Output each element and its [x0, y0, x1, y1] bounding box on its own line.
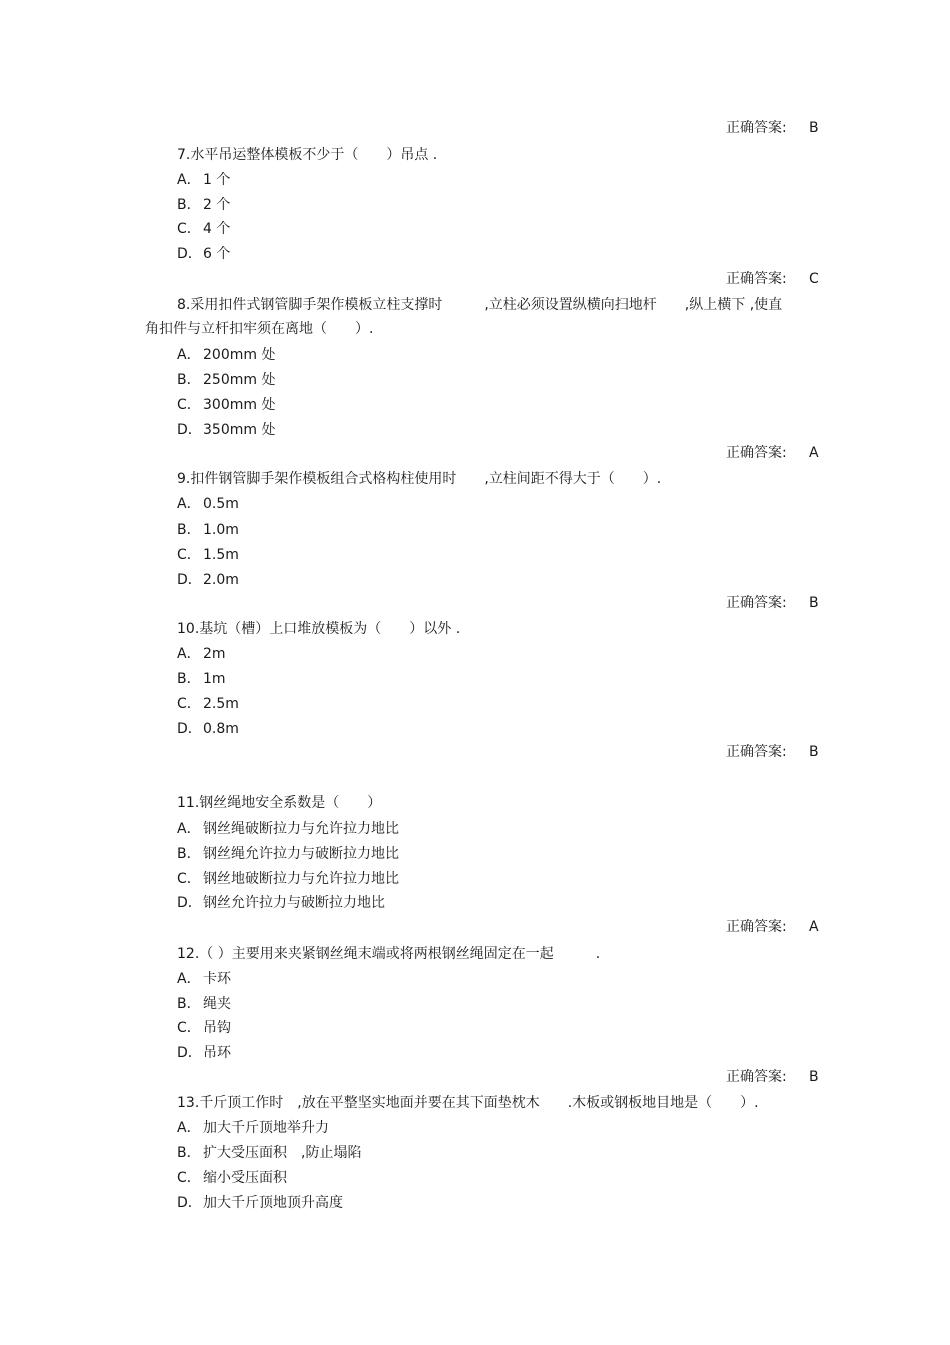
option-key: C． — [177, 221, 201, 237]
option-key: D． — [177, 422, 202, 438]
option-text: 吊钩 — [203, 1020, 231, 1036]
answer-value: A — [809, 445, 819, 461]
q7-option-c — [177, 220, 230, 238]
option-text: 绳夹 — [203, 996, 231, 1012]
option-key: A． — [177, 172, 201, 188]
question-11-stem: 11.钢丝绳地安全系数是（ ） — [177, 795, 382, 811]
q7-option-b — [177, 196, 230, 214]
q13-option-d — [177, 1194, 343, 1212]
option-key: A． — [177, 821, 201, 837]
option-text: 钢丝地破断拉力与允许拉力地比 — [203, 871, 399, 887]
answer-q9 — [726, 594, 826, 612]
option-text: 加大千斤顶地举升力 — [203, 1120, 329, 1136]
answer-q7 — [726, 270, 826, 288]
q9-option-c — [177, 546, 239, 564]
q12-option-c — [177, 1019, 231, 1037]
answer-q10 — [726, 743, 826, 761]
answer-q8 — [726, 444, 826, 462]
question-8-stem-line-1: 8.采用扣件式钢管脚手架作模板立柱支撑时 ,立柱必须设置纵横向扫地杆 ,纵上横下 ,使直 — [177, 297, 783, 313]
q11-option-a — [177, 820, 399, 838]
option-text: 0.8m — [203, 721, 239, 737]
answer-label: 正确答案: — [726, 744, 787, 760]
q13-option-a — [177, 1119, 329, 1137]
option-key: C． — [177, 871, 201, 887]
answer-value: A — [809, 919, 819, 935]
option-text: 吊环 — [203, 1045, 231, 1061]
answer-label: 正确答案: — [726, 271, 787, 287]
q12-option-b — [177, 995, 231, 1013]
option-key: C． — [177, 1170, 201, 1186]
answer-value: B — [809, 1069, 819, 1085]
answer-value: B — [809, 595, 819, 611]
question-7-stem: 7.水平吊运整体模板不少于（ ）吊点 . — [177, 147, 438, 163]
option-key: B． — [177, 996, 201, 1012]
option-key: B． — [177, 671, 201, 687]
answer-q12 — [726, 1068, 826, 1086]
option-text: 2 个 — [203, 197, 231, 213]
q11-option-c — [177, 870, 399, 888]
q8-option-a — [177, 346, 275, 364]
option-key: A． — [177, 646, 201, 662]
q11-option-d — [177, 894, 385, 912]
option-key: B． — [177, 372, 201, 388]
answer-label: 正确答案: — [726, 595, 787, 611]
q10-option-d — [177, 720, 239, 738]
option-text: 6 个 — [203, 246, 231, 262]
q9-option-d — [177, 571, 239, 589]
option-key: A． — [177, 496, 201, 512]
option-text: 4 个 — [203, 221, 231, 237]
option-key: C． — [177, 1020, 201, 1036]
option-key: D． — [177, 1195, 202, 1211]
option-text: 缩小受压面积 — [203, 1170, 287, 1186]
option-text: 200mm 处 — [203, 347, 276, 363]
option-key: D． — [177, 572, 202, 588]
option-text: 250mm 处 — [203, 372, 276, 388]
question-13-stem: 13.千斤顶工作时 ,放在平整坚实地面并要在其下面垫枕木 .木板或钢板地目地是（ ）. — [177, 1095, 759, 1111]
answer-value: C — [809, 271, 819, 287]
option-text: 1 个 — [203, 172, 231, 188]
answer-label: 正确答案: — [726, 1069, 787, 1085]
answer-label: 正确答案: — [726, 919, 787, 935]
option-text: 2.0m — [203, 572, 239, 588]
option-key: B． — [177, 522, 201, 538]
option-text: 2m — [203, 646, 226, 662]
option-key: D． — [177, 246, 202, 262]
q9-option-b — [177, 521, 239, 539]
option-text: 2.5m — [203, 696, 239, 712]
question-8-stem-line-2: 角扣件与立杆扣牢须在离地（ ）. — [145, 321, 374, 337]
option-text: 钢丝绳破断拉力与允许拉力地比 — [203, 821, 399, 837]
question-9-stem: 9.扣件钢管脚手架作模板组合式格构柱使用时 ,立柱间距不得大于（ ）. — [177, 471, 662, 487]
q13-option-b — [177, 1144, 361, 1162]
q10-option-a — [177, 645, 226, 663]
option-text: 0.5m — [203, 496, 239, 512]
option-key: B． — [177, 197, 201, 213]
option-text: 扩大受压面积 ,防止塌陷 — [203, 1145, 362, 1161]
option-key: A． — [177, 347, 201, 363]
answer-label: 正确答案: — [726, 445, 787, 461]
q8-option-d — [177, 421, 275, 439]
option-key: D． — [177, 721, 202, 737]
q10-option-c — [177, 695, 239, 713]
q12-option-a — [177, 970, 231, 988]
option-key: A． — [177, 971, 201, 987]
q8-option-b — [177, 371, 275, 389]
answer-value: B — [809, 744, 819, 760]
option-text: 300mm 处 — [203, 397, 276, 413]
question-10-stem: 10.基坑（槽）上口堆放模板为（ ）以外 . — [177, 621, 461, 637]
answer-q6 — [726, 119, 826, 137]
q10-option-b — [177, 670, 226, 688]
option-key: B． — [177, 1145, 201, 1161]
option-key: C． — [177, 397, 201, 413]
option-key: C． — [177, 696, 201, 712]
q13-option-c — [177, 1169, 287, 1187]
option-key: D． — [177, 895, 202, 911]
option-text: 1.0m — [203, 522, 239, 538]
option-key: D． — [177, 1045, 202, 1061]
option-text: 钢丝允许拉力与破断拉力地比 — [203, 895, 385, 911]
q7-option-a — [177, 171, 230, 189]
question-12-stem: 12.（ ）主要用来夹紧钢丝绳末端或将两根钢丝绳固定在一起 . — [177, 946, 601, 962]
q12-option-d — [177, 1044, 231, 1062]
option-key: B． — [177, 846, 201, 862]
q7-option-d — [177, 245, 230, 263]
option-text: 1.5m — [203, 547, 239, 563]
option-text: 卡环 — [203, 971, 231, 987]
q8-option-c — [177, 396, 275, 414]
answer-value: B — [809, 120, 819, 136]
answer-q11 — [726, 918, 826, 936]
option-text: 加大千斤顶地顶升高度 — [203, 1195, 343, 1211]
q11-option-b — [177, 845, 399, 863]
option-key: C． — [177, 547, 201, 563]
option-text: 350mm 处 — [203, 422, 276, 438]
q9-option-a — [177, 495, 239, 513]
answer-label: 正确答案: — [726, 120, 787, 136]
option-key: A． — [177, 1120, 201, 1136]
option-text: 钢丝绳允许拉力与破断拉力地比 — [203, 846, 399, 862]
option-text: 1m — [203, 671, 226, 687]
